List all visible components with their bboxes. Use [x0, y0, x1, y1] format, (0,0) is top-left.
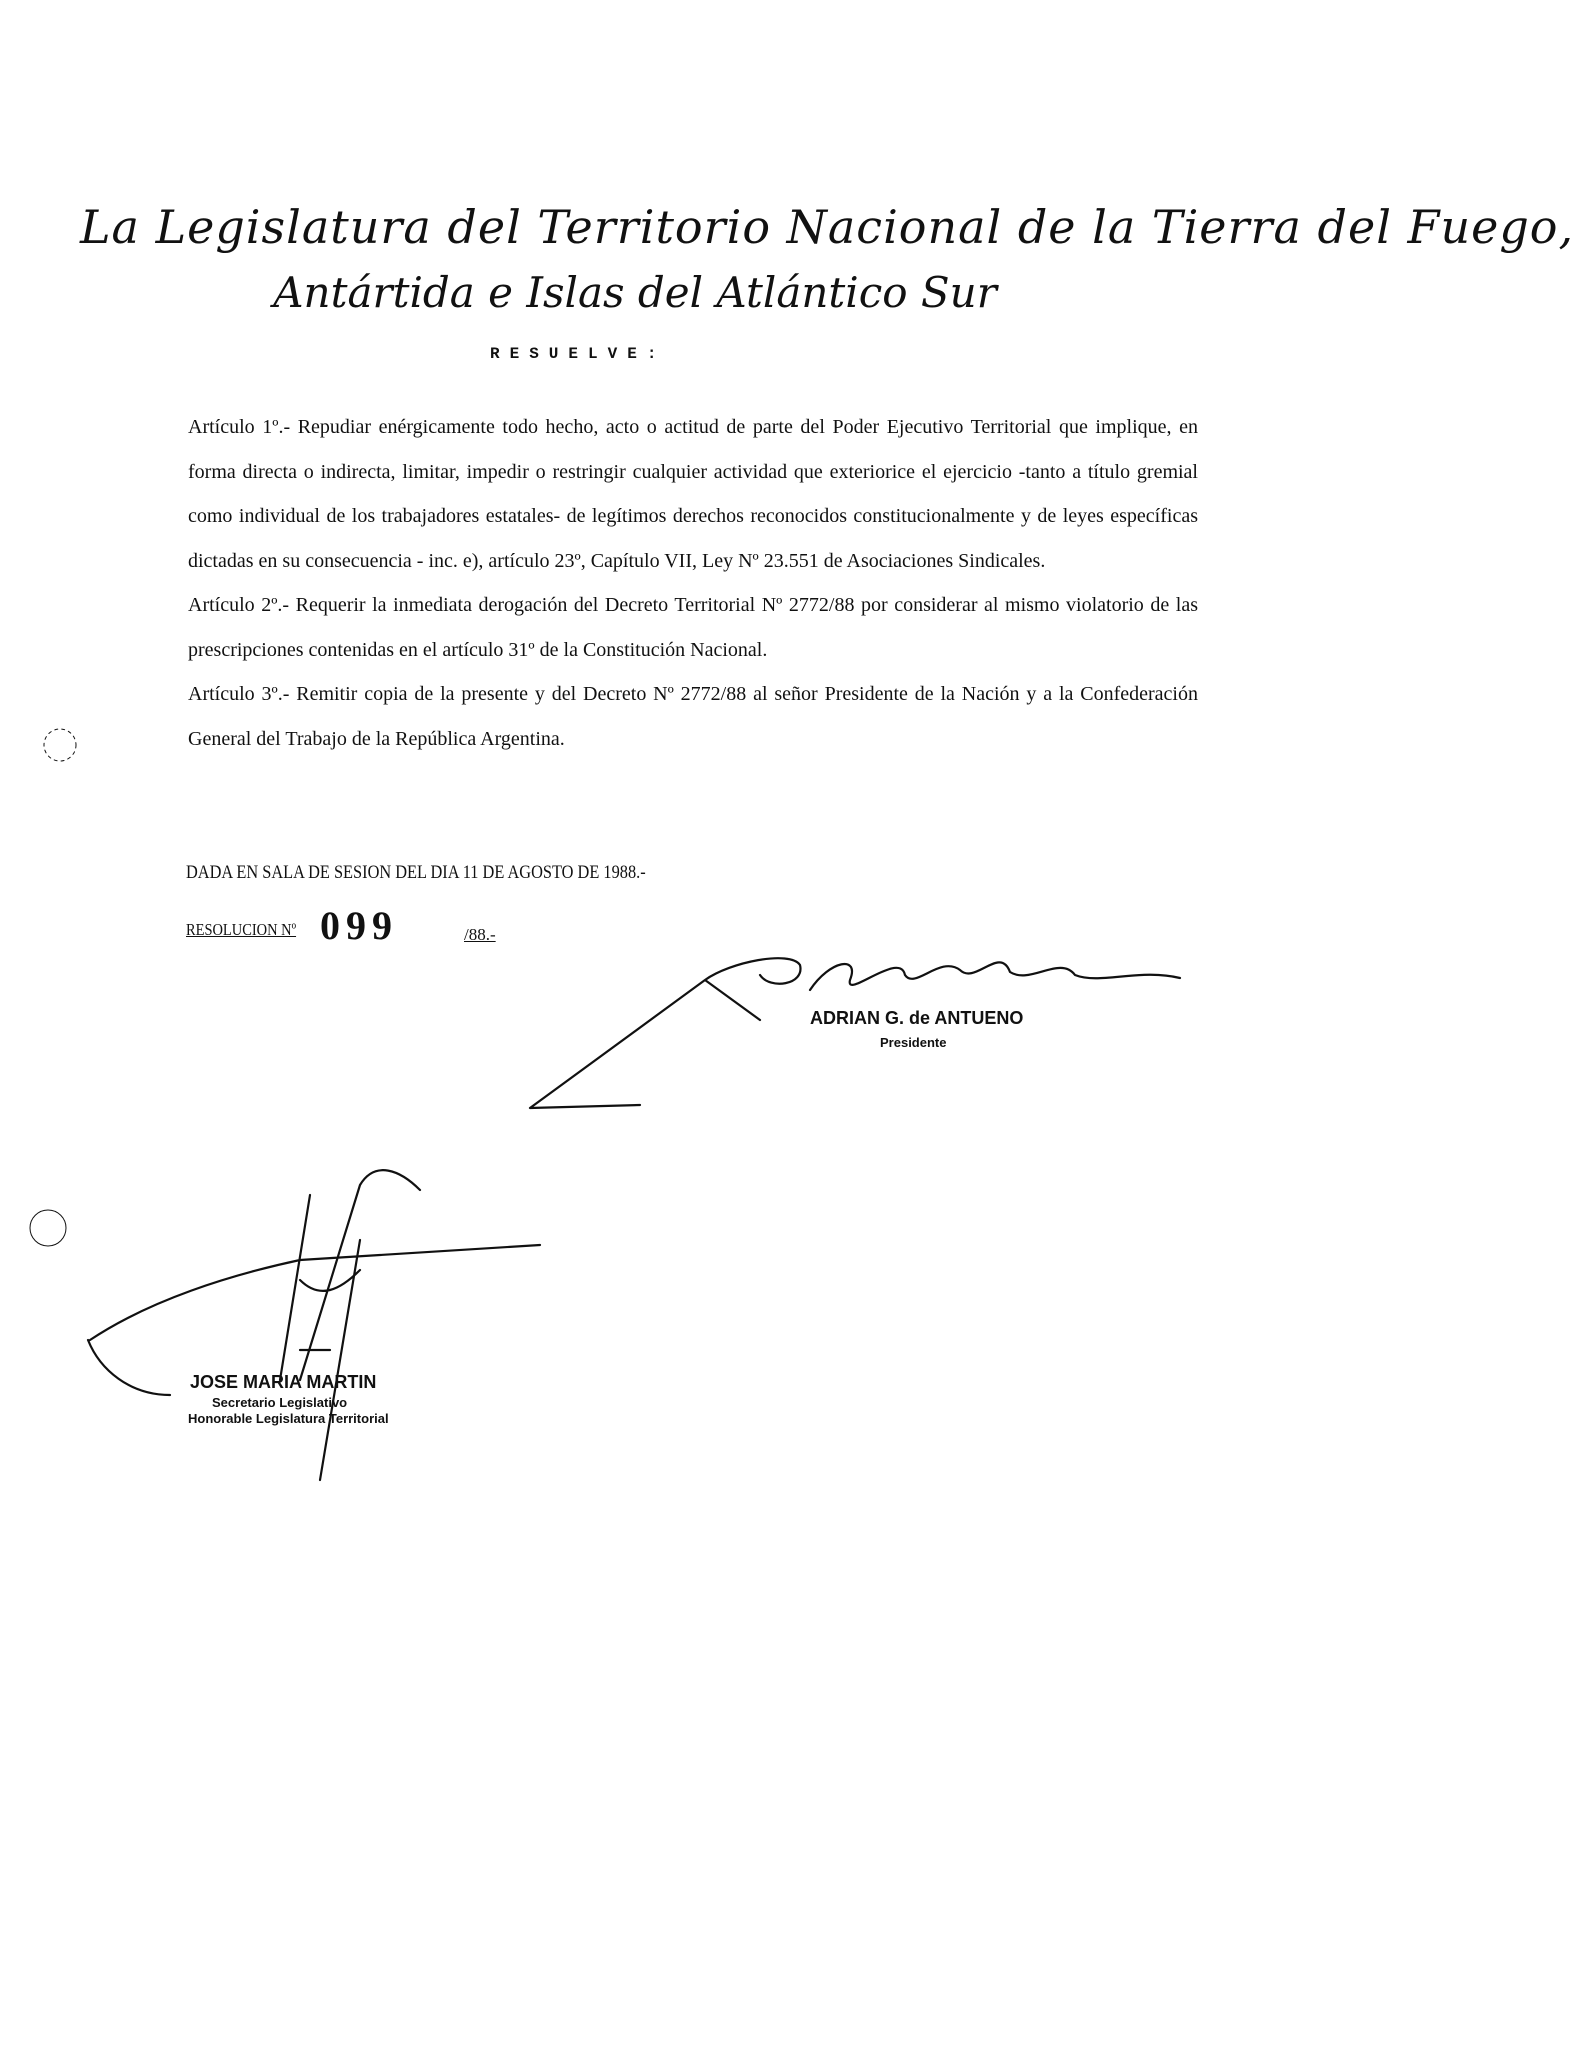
secretary-stamp	[190, 1372, 389, 1426]
punch-hole-top	[44, 729, 76, 761]
resuelve-heading: RESUELVE:	[490, 345, 667, 363]
resolution-label: RESOLUCION Nº	[186, 920, 297, 939]
president-name: ADRIAN G. de ANTUENO	[810, 1008, 1024, 1028]
resolution-number: 099	[320, 903, 398, 948]
article-2: Artículo 2º.- Requerir la inmediata derogación del Decreto Territorial Nº 2772/88 por considerar al mismo violatorio de las prescripciones contenidas en el artículo 31º de la Constitución Nacional.	[188, 594, 1198, 661]
article-1: Artículo 1º.- Repudiar enérgicamente todo hecho, acto o actitud de parte del Poder Ejecutivo Territorial que implique, en forma directa o indirecta, limitar, impedir o restringir cualquier actividad que exteriorice el ejercicio -tanto a título gremial como individual de los trabajadores estatales- de legítimos derechos reconocidos constitucionalmente y de leyes específicas dictadas en su consecuencia - inc. e), artículo 23º, Capítulo VII, Ley Nº 23.551 de Asociaciones Sindicales.	[188, 416, 1198, 572]
president-stamp	[810, 1008, 1023, 1050]
session-date: DADA EN SALA DE SESION DEL DIA 11 DE AGOSTO DE 1988.-	[186, 862, 646, 883]
secretary-role: Secretario Legislativo	[212, 1395, 348, 1410]
letterhead-line-1: La Legislatura del Territorio Nacional de la Tierra del Fuego,	[80, 200, 1574, 254]
letterhead-line-2: Antártida e Islas del Atlántico Sur	[273, 268, 997, 317]
president-role: Presidente	[880, 1035, 947, 1050]
secretary-name: JOSE MARIA MARTIN	[190, 1372, 377, 1392]
secretary-institution: Honorable Legislatura Territorial	[188, 1411, 389, 1426]
punch-hole-bottom	[30, 1210, 66, 1246]
secretary-signature	[88, 1170, 540, 1480]
article-3: Artículo 3º.- Remitir copia de la presente y del Decreto Nº 2772/88 al señor Presidente de la Nación y a la Confederación General del Trabajo de la República Argentina.	[188, 683, 1198, 750]
resolution-year: /88.-	[464, 925, 496, 944]
